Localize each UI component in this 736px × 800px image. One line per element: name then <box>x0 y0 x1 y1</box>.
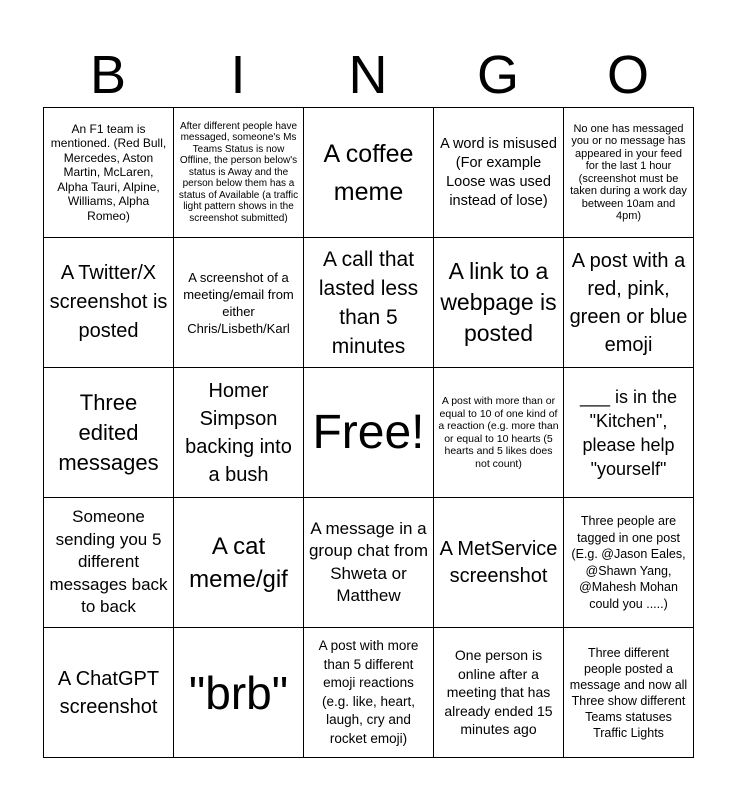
cell-text: A word is misused (For example Loose was used instead of lose) <box>440 135 557 209</box>
cell-text: Free! <box>312 405 425 459</box>
cell-text: A post with more than or equal to 10 of one kind of a reaction (e.g. more than or equal to 10 hearts (5 hearts and 5 likes does not count) <box>438 395 559 470</box>
bingo-cell-r3c4[interactable] <box>434 368 564 498</box>
cell-text: No one has messaged you or no message has appeared in your feed for the last 1 hour (screenshot must be taken during a work day between 10am and 4pm) <box>570 122 687 222</box>
cell-text: A coffee meme <box>323 139 414 206</box>
bingo-cell-r1c2[interactable] <box>174 108 304 238</box>
cell-text: A post with more than 5 different emoji reactions (e.g. like, heart, laugh, cry and rocket emoji) <box>318 638 419 746</box>
header-letter-i: I <box>230 45 246 105</box>
cell-text: ___ is in the "Kitchen", please help "yourself" <box>579 386 678 479</box>
cell-text: A call that lasted less than 5 minutes <box>318 247 419 358</box>
bingo-cell-r3c3-free[interactable] <box>304 368 434 498</box>
bingo-cell-r5c5[interactable] <box>564 628 694 758</box>
bingo-cell-r2c4[interactable] <box>434 238 564 368</box>
bingo-cell-r4c3[interactable] <box>304 498 434 628</box>
cell-text: A screenshot of a meeting/email from either Chris/Lisbeth/Karl <box>183 269 294 336</box>
bingo-cell-r3c1[interactable] <box>44 368 174 498</box>
cell-text: A ChatGPT screenshot <box>57 667 160 718</box>
cell-text: After different people have messaged, someone's Ms Teams Status is now Offline, the person below's status is Away and the person below them has a status of Available (a traffic light pattern shows in the screenshot submitted) <box>178 120 299 224</box>
bingo-cell-r4c2[interactable] <box>174 498 304 628</box>
bingo-cell-r4c1[interactable] <box>44 498 174 628</box>
bingo-cell-r1c3[interactable] <box>304 108 434 238</box>
bingo-cell-r2c5[interactable] <box>564 238 694 368</box>
bingo-grid <box>43 107 694 758</box>
bingo-cell-r5c1[interactable] <box>44 628 174 758</box>
cell-text: A post with a red, pink, green or blue emoji <box>569 249 688 356</box>
cell-text: An F1 team is mentioned. (Red Bull, Mercedes, Aston Martin, McLaren, Alpha Tauri, Alpine, Williams, Alpha Romeo) <box>50 121 167 223</box>
bingo-cell-r2c1[interactable] <box>44 238 174 368</box>
header-letter-b: B <box>89 45 127 105</box>
bingo-cell-r5c2[interactable] <box>174 628 304 758</box>
bingo-cell-r5c4[interactable] <box>434 628 564 758</box>
cell-text: "brb" <box>188 666 289 719</box>
bingo-cell-r3c2[interactable] <box>174 368 304 498</box>
bingo-cell-r5c3[interactable] <box>304 628 434 758</box>
cell-text: A message in a group chat from Shweta or Matthew <box>308 518 429 605</box>
cell-text: Three edited messages <box>58 389 159 475</box>
bingo-cell-r3c5[interactable] <box>564 368 694 498</box>
cell-text: A link to a webpage is posted <box>440 258 557 346</box>
bingo-cell-r1c4[interactable] <box>434 108 564 238</box>
cell-text: Someone sending you 5 different messages back to back <box>49 507 168 617</box>
cell-text: A cat meme/gif <box>189 532 288 593</box>
bingo-header <box>43 44 693 106</box>
bingo-cell-r2c2[interactable] <box>174 238 304 368</box>
bingo-cell-r4c5[interactable] <box>564 498 694 628</box>
cell-text: Homer Simpson backing into a bush <box>185 379 292 486</box>
cell-text: A Twitter/X screenshot is posted <box>49 262 168 342</box>
cell-text: Three different people posted a message and now all Three show different Teams statuses Traffic Lights <box>569 645 688 740</box>
bingo-cell-r2c3[interactable] <box>304 238 434 368</box>
cell-text: One person is online after a meeting that has already ended 15 minutes ago <box>444 647 553 738</box>
bingo-cell-r1c5[interactable] <box>564 108 694 238</box>
cell-text: Three people are tagged in one post (E.g. @Jason Eales, @Shawn Yang, @Mahesh Mohan could you .....) <box>571 514 686 611</box>
header-letter-n: N <box>348 45 388 105</box>
header-letter-o: O <box>606 45 649 105</box>
bingo-cell-r4c4[interactable] <box>434 498 564 628</box>
header-letter-g: G <box>476 45 519 105</box>
cell-text: A MetService screenshot <box>439 537 558 587</box>
bingo-cell-r1c1[interactable] <box>44 108 174 238</box>
